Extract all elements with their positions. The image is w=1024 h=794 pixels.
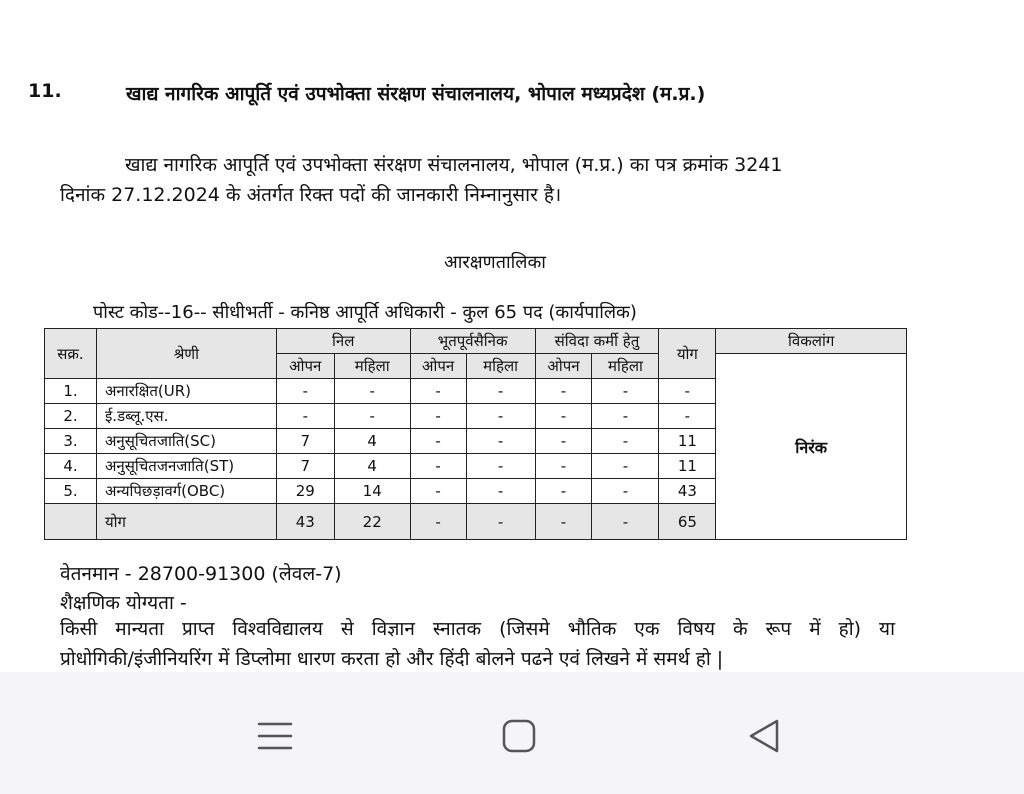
cell: - [276, 404, 334, 429]
header-sno: सक्र. [45, 329, 97, 379]
cell: - [592, 479, 659, 504]
row-category: ई.डब्लू.एस. [96, 404, 276, 429]
row-category: अनारक्षित(UR) [96, 379, 276, 404]
reservation-table [44, 328, 907, 540]
cell: 7 [276, 454, 334, 479]
cell: 4 [334, 429, 410, 454]
cell: - [466, 379, 535, 404]
header-category: श्रेणी [96, 329, 276, 379]
row-sno: 3. [45, 429, 97, 454]
cell: 43 [276, 504, 334, 540]
header-total: योग [659, 329, 716, 379]
cell: - [592, 429, 659, 454]
cell: - [334, 404, 410, 429]
intro-paragraph [60, 150, 895, 210]
cell-total: 11 [659, 454, 716, 479]
row-category: अनुसूचितजाति(SC) [96, 429, 276, 454]
row-sno: 1. [45, 379, 97, 404]
cell: - [592, 504, 659, 540]
cell-grand-total: 65 [659, 504, 716, 540]
cell: - [535, 404, 592, 429]
qualification-paragraph [60, 614, 895, 672]
header-ex-serviceman: भूतपूर्वसैनिक [410, 329, 535, 354]
cell-total: - [659, 379, 716, 404]
cell: - [410, 404, 466, 429]
row-sno: 4. [45, 454, 97, 479]
cell: - [535, 379, 592, 404]
cell-total: 11 [659, 429, 716, 454]
cell: 4 [334, 454, 410, 479]
cell: - [410, 454, 466, 479]
cell: - [466, 404, 535, 429]
cell: - [410, 429, 466, 454]
table-title: आरक्षणतालिका [444, 252, 546, 273]
header-disabled: विकलांग [716, 329, 907, 354]
cell: - [466, 479, 535, 504]
header-ex-open: ओपन [410, 354, 466, 379]
qualification-line-1: किसी मान्यता प्राप्त विश्वविद्यालय से विज्ञान स्नातक (जिसमे भौतिक एक विषय के रूप में हो) या [60, 618, 895, 640]
pay-scale: वेतनमान - 28700-91300 (लेवल-7) [60, 563, 342, 585]
cell: - [592, 404, 659, 429]
row-category: अन्यपिछड़ावर्ग(OBC) [96, 479, 276, 504]
cell: - [535, 429, 592, 454]
cell: - [466, 429, 535, 454]
section-number: 11. [28, 80, 62, 102]
back-icon [744, 716, 784, 756]
cell: - [592, 454, 659, 479]
cell: - [535, 479, 592, 504]
cell: 14 [334, 479, 410, 504]
android-navigation-bar [0, 672, 1024, 794]
row-sno: 5. [45, 479, 97, 504]
menu-icon [255, 716, 295, 756]
section-title: खाद्य नागरिक आपूर्ति एवं उपभोक्ता संरक्षण संचालनालय, भोपाल मध्यप्रदेश (म.प्र.) [126, 83, 706, 105]
cell: - [466, 454, 535, 479]
header-nil-open: ओपन [276, 354, 334, 379]
cell: - [276, 379, 334, 404]
cell: - [535, 504, 592, 540]
header-nil: निल [276, 329, 410, 354]
header-nil-female: महिला [334, 354, 410, 379]
home-button[interactable] [495, 712, 543, 760]
cell: - [592, 379, 659, 404]
post-code-line: पोस्ट कोड--16-- सीधीभर्ती - कनिष्ठ आपूर्ति अधिकारी - कुल 65 पद (कार्यपालिक) [93, 302, 637, 323]
cell: - [535, 454, 592, 479]
qualification-label: शैक्षणिक योग्यता - [60, 592, 187, 614]
cell: - [410, 504, 466, 540]
intro-line-1: खाद्य नागरिक आपूर्ति एवं उपभोक्ता संरक्षण संचालनालय, भोपाल (म.प्र.) का पत्र क्रमांक 3241 [125, 154, 783, 176]
row-sno: 2. [45, 404, 97, 429]
intro-line-2: दिनांक 27.12.2024 के अंतर्गत रिक्त पदों की जानकारी निम्नानुसार है। [60, 184, 562, 206]
cell-total: - [659, 404, 716, 429]
disabled-value: निरंक [716, 354, 907, 540]
header-row-1 [45, 329, 907, 354]
total-sno [45, 504, 97, 540]
cell: - [410, 379, 466, 404]
header-contract-female: महिला [592, 354, 659, 379]
cell: - [466, 504, 535, 540]
cell: - [410, 479, 466, 504]
header-contract-open: ओपन [535, 354, 592, 379]
qualification-line-2: प्रोधोगिकी/इंजीनियरिंग में डिप्लोमा धारण करता हो और हिंदी बोलने पढने एवं लिखने में समर्थ हो | [60, 648, 724, 670]
cell-total: 43 [659, 479, 716, 504]
row-category: अनुसूचितजनजाति(ST) [96, 454, 276, 479]
cell: 7 [276, 429, 334, 454]
cell: - [334, 379, 410, 404]
back-button[interactable] [740, 712, 788, 760]
recent-apps-button[interactable] [251, 712, 299, 760]
header-ex-female: महिला [466, 354, 535, 379]
cell: 29 [276, 479, 334, 504]
home-icon [499, 716, 539, 756]
total-label: योग [96, 504, 276, 540]
header-contract: संविदा कर्मी हेतु [535, 329, 659, 354]
cell: 22 [334, 504, 410, 540]
